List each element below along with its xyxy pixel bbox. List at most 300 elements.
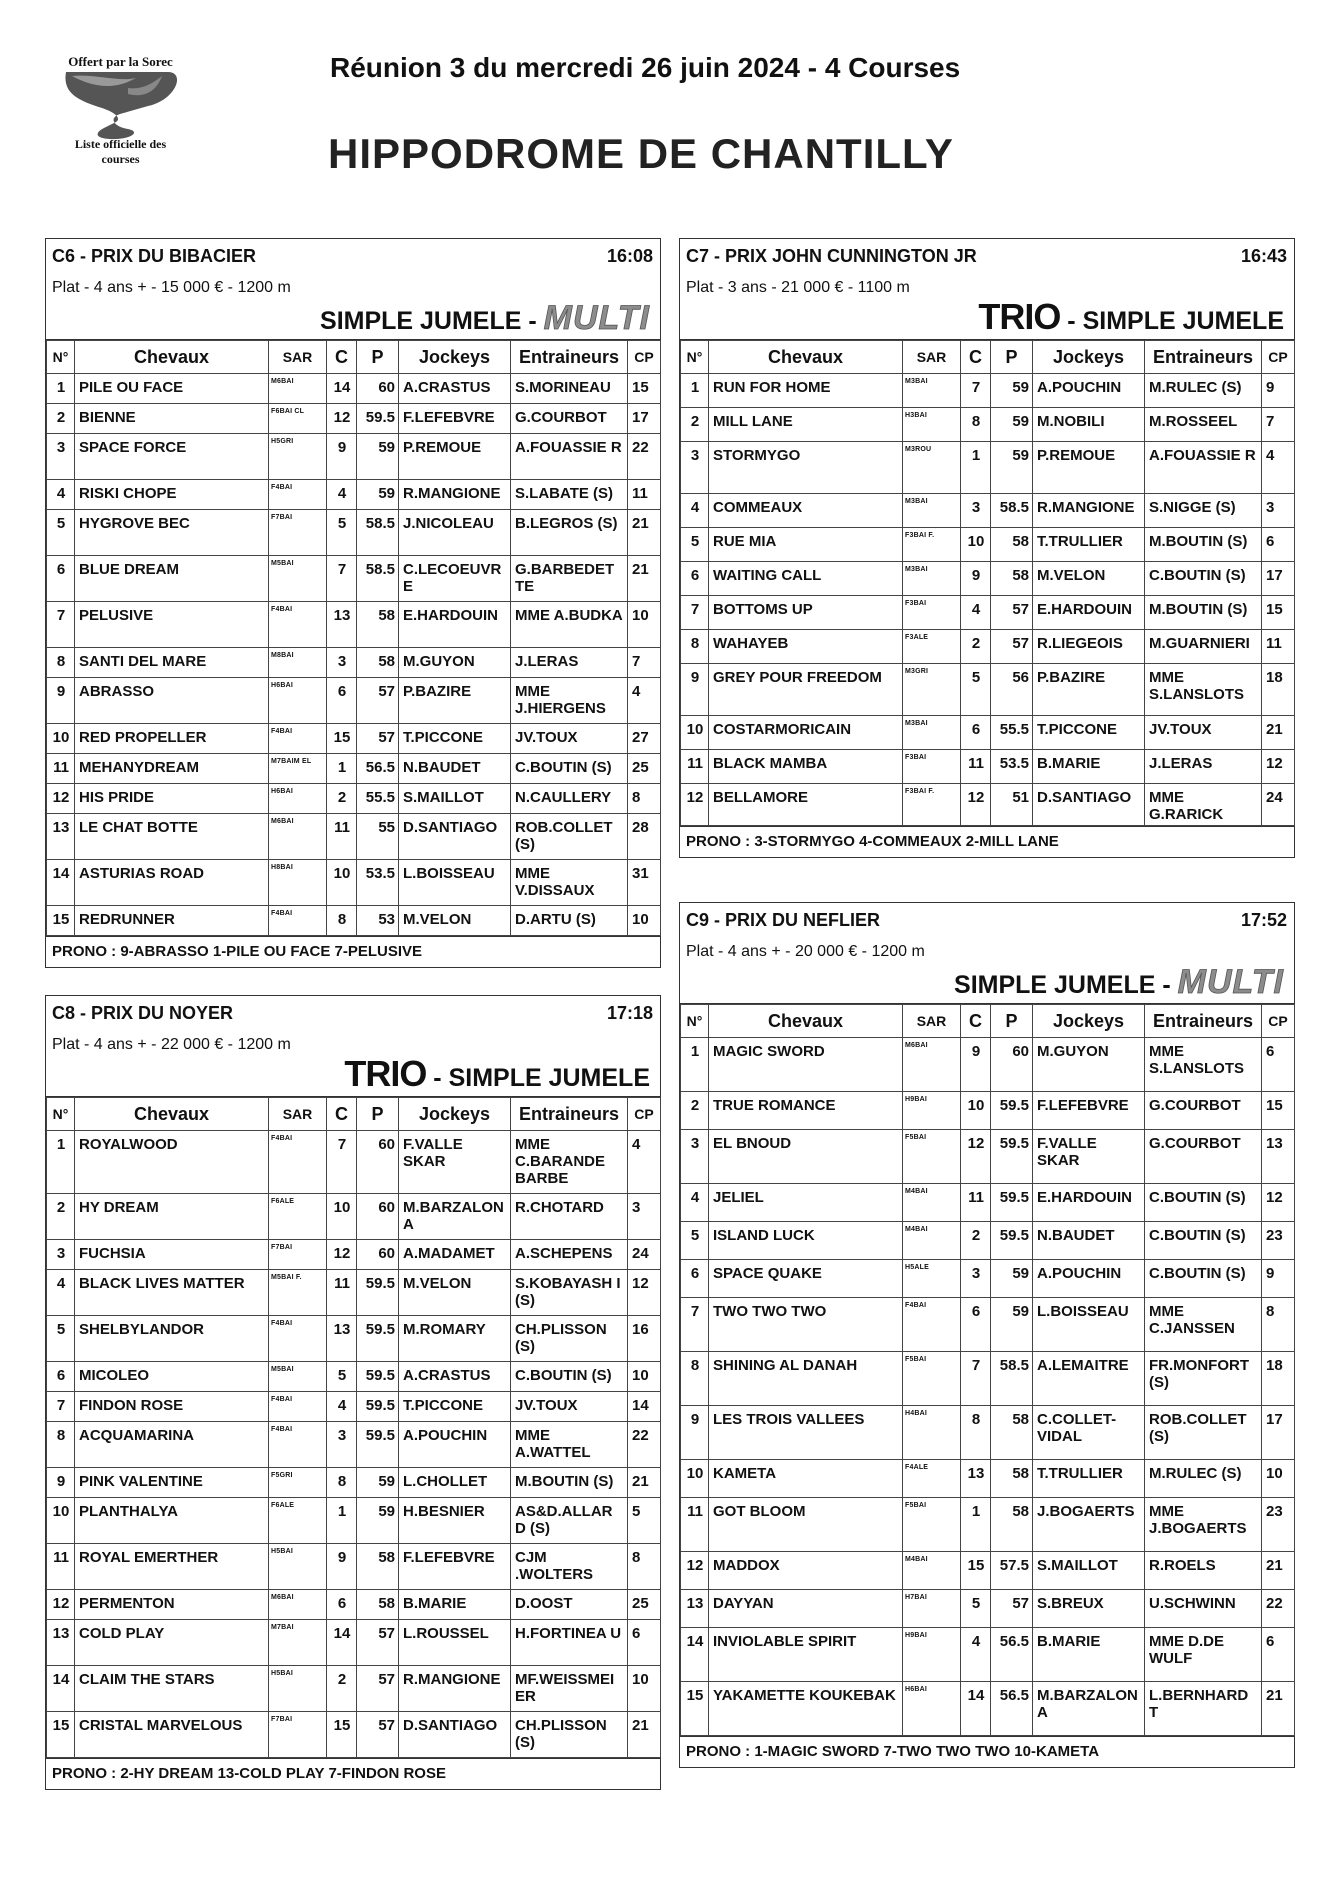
trainer: C.BOUTIN (S) [1145, 562, 1262, 596]
jockey: P.REMOUE [1033, 442, 1145, 494]
table-row [47, 602, 661, 648]
sar-code: H5ALE [903, 1260, 961, 1298]
odds-cp: 8 [1262, 1298, 1295, 1352]
odds-cp: 31 [628, 860, 661, 906]
jockey: P.BAZIRE [399, 678, 511, 724]
horse-name: RED PROPELLER [75, 724, 269, 754]
jockey: L.CHOLLET [399, 1468, 511, 1498]
table-row [47, 1498, 661, 1544]
horse-name: KAMETA [709, 1460, 903, 1498]
race-conditions: Plat - 4 ans + - 15 000 € - 1200 m [52, 279, 291, 296]
column-header-trainer: Entraineurs [511, 1098, 628, 1131]
table-row [47, 374, 661, 404]
sar-code: M6BAI [903, 1038, 961, 1092]
table-row [47, 1666, 661, 1712]
table-row [681, 1092, 1295, 1130]
stall: 3 [327, 1422, 357, 1468]
table-row [681, 1682, 1295, 1736]
sar-code: M6BAI [269, 374, 327, 404]
weight: 53.5 [357, 860, 399, 906]
table-row [47, 404, 661, 434]
trainer: S.MORINEAU [511, 374, 628, 404]
weight: 59.5 [357, 404, 399, 434]
logo-bottom-text: Liste officielle des courses [74, 137, 167, 166]
odds-cp: 10 [1262, 1460, 1295, 1498]
trainer: MME J.BOGAERTS [1145, 1498, 1262, 1552]
jockey: A.CRASTUS [399, 374, 511, 404]
odds-cp: 13 [1262, 1130, 1295, 1184]
table-row [681, 1406, 1295, 1460]
horse-name: LE CHAT BOTTE [75, 814, 269, 860]
horse-name: HIS PRIDE [75, 784, 269, 814]
weight: 53.5 [991, 750, 1033, 784]
horse-name: MEHANYDREAM [75, 754, 269, 784]
table-row [47, 510, 661, 556]
horse-name: RISKI CHOPE [75, 480, 269, 510]
odds-cp: 7 [1262, 408, 1295, 442]
trainer: MME G.RARICK [1145, 784, 1262, 826]
column-header-jockey: Jockeys [1033, 1005, 1145, 1038]
table-row [681, 1460, 1295, 1498]
column-header-trainer: Entraineurs [511, 341, 628, 374]
runner-number: 10 [681, 716, 709, 750]
jockey: B.MARIE [399, 1590, 511, 1620]
trainer: A.FOUASSIE R [1145, 442, 1262, 494]
sar-code: F5BAI [903, 1130, 961, 1184]
weight: 57 [991, 596, 1033, 630]
sar-code: F4BAI [269, 906, 327, 936]
horse-name: PERMENTON [75, 1590, 269, 1620]
stall: 9 [961, 1038, 991, 1092]
trainer: ROB.COLLET (S) [511, 814, 628, 860]
stall: 14 [327, 1620, 357, 1666]
column-header-sar: SAR [903, 1005, 961, 1038]
column-header-p: P [991, 341, 1033, 374]
stall: 5 [961, 1590, 991, 1628]
runner-number: 10 [47, 1498, 75, 1544]
stall: 14 [961, 1682, 991, 1736]
jockey: P.REMOUE [399, 434, 511, 480]
odds-cp: 9 [1262, 1260, 1295, 1298]
race-name: C8 - PRIX DU NOYER [52, 1003, 234, 1023]
horse-name: STORMYGO [709, 442, 903, 494]
trainer: A.FOUASSIE R [511, 434, 628, 480]
trainer: S.LABATE (S) [511, 480, 628, 510]
table-header-row [47, 341, 661, 374]
weight: 58 [991, 528, 1033, 562]
stall: 11 [327, 814, 357, 860]
table-header-row [47, 1098, 661, 1131]
race-time: 17:52 [1240, 910, 1287, 930]
weight: 55 [357, 814, 399, 860]
stall: 6 [327, 1590, 357, 1620]
sar-code: F5BAI [903, 1498, 961, 1552]
runners-table [46, 340, 661, 936]
weight: 59.5 [357, 1270, 399, 1316]
odds-cp: 6 [1262, 528, 1295, 562]
bet-trio: TRIO [978, 296, 1061, 337]
jockey: N.BAUDET [399, 754, 511, 784]
trainer: CH.PLISSON (S) [511, 1712, 628, 1758]
weight: 58 [991, 1460, 1033, 1498]
race-name: C7 - PRIX JOHN CUNNINGTON JR [686, 246, 977, 266]
trainer: M.GUARNIERI [1145, 630, 1262, 664]
odds-cp: 24 [1262, 784, 1295, 826]
table-row [681, 664, 1295, 716]
stall: 2 [327, 784, 357, 814]
sar-code: M7BAI [269, 1620, 327, 1666]
weight: 58 [357, 1590, 399, 1620]
trainer: M.BOUTIN (S) [511, 1468, 628, 1498]
trainer: R.ROELS [1145, 1552, 1262, 1590]
horse-name: SANTI DEL MARE [75, 648, 269, 678]
jockey: C.COLLET-VIDAL [1033, 1406, 1145, 1460]
trainer: G.BARBEDET TE [511, 556, 628, 602]
jockey: F.LEFEBVRE [399, 1544, 511, 1590]
odds-cp: 14 [628, 1392, 661, 1422]
sar-code: F4BAI [269, 480, 327, 510]
odds-cp: 15 [1262, 596, 1295, 630]
race-header [46, 239, 660, 340]
runner-number: 2 [681, 408, 709, 442]
jockey: T.PICCONE [399, 724, 511, 754]
horse-name: MICOLEO [75, 1362, 269, 1392]
odds-cp: 12 [628, 1270, 661, 1316]
horse-name: WAHAYEB [709, 630, 903, 664]
trainer: G.COURBOT [511, 404, 628, 434]
sar-code: M3GRI [903, 664, 961, 716]
jockey: R.MANGIONE [399, 1666, 511, 1712]
trainer: U.SCHWINN [1145, 1590, 1262, 1628]
stall: 12 [961, 1130, 991, 1184]
runner-number: 7 [47, 1392, 75, 1422]
jockey: T.PICCONE [399, 1392, 511, 1422]
runner-number: 3 [47, 434, 75, 480]
trainer: C.BOUTIN (S) [511, 1362, 628, 1392]
stall: 10 [327, 860, 357, 906]
odds-cp: 21 [628, 1468, 661, 1498]
trainer: C.BOUTIN (S) [1145, 1222, 1262, 1260]
column-header-num: N° [681, 1005, 709, 1038]
sar-code: H3BAI [903, 408, 961, 442]
odds-cp: 10 [628, 1362, 661, 1392]
weight: 55.5 [991, 716, 1033, 750]
odds-cp: 22 [1262, 1590, 1295, 1628]
stall: 2 [327, 1666, 357, 1712]
jockey: T.TRULLIER [1033, 528, 1145, 562]
jockey: A.MADAMET [399, 1240, 511, 1270]
table-row [681, 1352, 1295, 1406]
odds-cp: 17 [1262, 562, 1295, 596]
odds-cp: 24 [628, 1240, 661, 1270]
odds-cp: 10 [628, 906, 661, 936]
runner-number: 8 [47, 1422, 75, 1468]
jockey: A.POUCHIN [1033, 374, 1145, 408]
runner-number: 11 [47, 1544, 75, 1590]
runner-number: 10 [47, 724, 75, 754]
table-row [47, 480, 661, 510]
runner-number: 3 [47, 1240, 75, 1270]
sar-code: M7BAIM EL [269, 754, 327, 784]
trainer: MF.WEISSMEI ER [511, 1666, 628, 1712]
stall: 13 [327, 602, 357, 648]
column-header-cp: CP [1262, 1005, 1295, 1038]
sar-code: M3ROU [903, 442, 961, 494]
column-header-horse: Chevaux [75, 1098, 269, 1131]
runner-number: 5 [47, 510, 75, 556]
table-row [47, 1240, 661, 1270]
trainer: M.BOUTIN (S) [1145, 528, 1262, 562]
jockey: H.BESNIER [399, 1498, 511, 1544]
stall: 7 [327, 1131, 357, 1194]
runners-table [680, 1004, 1295, 1736]
runner-number: 9 [681, 1406, 709, 1460]
runner-number: 3 [681, 442, 709, 494]
runner-number: 13 [47, 814, 75, 860]
bet-simple-jumele: SIMPLE JUMELE - [954, 971, 1178, 999]
table-row [681, 750, 1295, 784]
race-time: 16:43 [1240, 246, 1287, 266]
bet-trio: TRIO [344, 1053, 427, 1094]
stall: 11 [961, 750, 991, 784]
bet-multi: MULTI [543, 299, 650, 337]
weight: 57 [991, 630, 1033, 664]
race-card-c6 [45, 238, 661, 968]
jockey: R.MANGIONE [399, 480, 511, 510]
odds-cp: 6 [1262, 1038, 1295, 1092]
stall: 12 [961, 784, 991, 826]
prono-line: PRONO : 9-ABRASSO 1-PILE OU FACE 7-PELUSIVE [46, 936, 660, 967]
jockey: M.GUYON [399, 648, 511, 678]
table-row [681, 596, 1295, 630]
weight: 59 [991, 408, 1033, 442]
jockey: D.SANTIAGO [399, 1712, 511, 1758]
trainer: J.LERAS [1145, 750, 1262, 784]
weight: 58.5 [357, 510, 399, 556]
trainer: A.SCHEPENS [511, 1240, 628, 1270]
sar-code: H7BAI [903, 1590, 961, 1628]
sar-code: M3BAI [903, 716, 961, 750]
runner-number: 14 [681, 1628, 709, 1682]
weight: 59 [991, 1260, 1033, 1298]
horse-name: CLAIM THE STARS [75, 1666, 269, 1712]
bet-types [320, 296, 650, 338]
weight: 58 [991, 1406, 1033, 1460]
runner-number: 4 [681, 494, 709, 528]
weight: 60 [991, 1038, 1033, 1092]
table-row [47, 1270, 661, 1316]
runner-number: 7 [47, 602, 75, 648]
runner-number: 5 [681, 1222, 709, 1260]
column-header-sar: SAR [269, 341, 327, 374]
runner-number: 9 [47, 678, 75, 724]
trainer: CJM .WOLTERS [511, 1544, 628, 1590]
table-row [47, 556, 661, 602]
weight: 58.5 [991, 494, 1033, 528]
sar-code: F3BAI F. [903, 528, 961, 562]
table-row [681, 1260, 1295, 1298]
stall: 13 [327, 1316, 357, 1362]
odds-cp: 21 [628, 556, 661, 602]
jockey: A.POUCHIN [1033, 1260, 1145, 1298]
horse-name: CRISTAL MARVELOUS [75, 1712, 269, 1758]
weight: 57 [357, 1712, 399, 1758]
stall: 5 [327, 510, 357, 556]
runner-number: 13 [681, 1590, 709, 1628]
table-row [47, 1590, 661, 1620]
column-header-sar: SAR [269, 1098, 327, 1131]
stall: 2 [961, 1222, 991, 1260]
meeting-title: Réunion 3 du mercredi 26 juin 2024 - 4 Courses [330, 52, 961, 83]
race-conditions: Plat - 4 ans + - 20 000 € - 1200 m [686, 943, 925, 960]
table-row [681, 784, 1295, 826]
weight: 59 [357, 434, 399, 480]
odds-cp: 27 [628, 724, 661, 754]
sar-code: F6ALE [269, 1194, 327, 1240]
stall: 10 [961, 1092, 991, 1130]
trainer: C.BOUTIN (S) [1145, 1184, 1262, 1222]
trainer: ROB.COLLET (S) [1145, 1406, 1262, 1460]
stall: 5 [961, 664, 991, 716]
table-row [47, 1316, 661, 1362]
weight: 57 [357, 1666, 399, 1712]
column-header-p: P [357, 1098, 399, 1131]
stall: 8 [327, 906, 357, 936]
runner-number: 6 [47, 1362, 75, 1392]
column-header-jockey: Jockeys [399, 1098, 511, 1131]
stall: 11 [961, 1184, 991, 1222]
horse-name: GREY POUR FREEDOM [709, 664, 903, 716]
stall: 1 [961, 442, 991, 494]
race-card-c9 [679, 902, 1295, 1768]
jockey: P.BAZIRE [1033, 664, 1145, 716]
stall: 7 [327, 556, 357, 602]
table-row [681, 716, 1295, 750]
stall: 4 [961, 1628, 991, 1682]
weight: 59.5 [357, 1362, 399, 1392]
odds-cp: 21 [1262, 716, 1295, 750]
jockey: T.PICCONE [1033, 716, 1145, 750]
weight: 60 [357, 1131, 399, 1194]
weight: 58.5 [991, 1352, 1033, 1406]
sar-code: F4BAI [269, 1422, 327, 1468]
trainer: N.CAULLERY [511, 784, 628, 814]
stall: 12 [327, 404, 357, 434]
trainer: M.ROSSEEL [1145, 408, 1262, 442]
weight: 59 [357, 480, 399, 510]
bet-simple-jumele: SIMPLE JUMELE - [320, 307, 544, 335]
race-header [46, 996, 660, 1097]
trainer: S.KOBAYASH I (S) [511, 1270, 628, 1316]
jockey: N.BAUDET [1033, 1222, 1145, 1260]
runner-number: 15 [47, 1712, 75, 1758]
weight: 56.5 [991, 1682, 1033, 1736]
stall: 7 [961, 374, 991, 408]
stall: 9 [327, 434, 357, 480]
stall: 10 [327, 1194, 357, 1240]
sar-code: M6BAI [269, 814, 327, 860]
runner-number: 2 [47, 404, 75, 434]
column-header-horse: Chevaux [75, 341, 269, 374]
odds-cp: 21 [628, 1712, 661, 1758]
horse-name: RUE MIA [709, 528, 903, 562]
jockey: M.ROMARY [399, 1316, 511, 1362]
horse-name: RUN FOR HOME [709, 374, 903, 408]
runner-number: 4 [681, 1184, 709, 1222]
sar-code: F4BAI [269, 1131, 327, 1194]
runner-number: 13 [47, 1620, 75, 1666]
table-row [681, 1498, 1295, 1552]
trainer: J.LERAS [511, 648, 628, 678]
weight: 58 [357, 1544, 399, 1590]
trainer: C.BOUTIN (S) [1145, 1260, 1262, 1298]
horse-name: BELLAMORE [709, 784, 903, 826]
jockey: E.HARDOUIN [1033, 1184, 1145, 1222]
odds-cp: 4 [628, 1131, 661, 1194]
weight: 57 [357, 724, 399, 754]
horse-name: COLD PLAY [75, 1620, 269, 1666]
table-header-row [681, 341, 1295, 374]
weight: 59.5 [991, 1222, 1033, 1260]
jockey: R.LIEGEOIS [1033, 630, 1145, 664]
stall: 15 [327, 1712, 357, 1758]
weight: 60 [357, 374, 399, 404]
sar-code: H5BAI [269, 1544, 327, 1590]
runner-number: 2 [47, 1194, 75, 1240]
stall: 3 [961, 1260, 991, 1298]
jockey: F.VALLE SKAR [399, 1131, 511, 1194]
horse-name: SPACE FORCE [75, 434, 269, 480]
stall: 8 [961, 408, 991, 442]
sar-code: M6BAI [269, 1590, 327, 1620]
horse-name: PINK VALENTINE [75, 1468, 269, 1498]
horse-name: WAITING CALL [709, 562, 903, 596]
horse-name: HY DREAM [75, 1194, 269, 1240]
odds-cp: 8 [628, 784, 661, 814]
horse-name: LES TROIS VALLEES [709, 1406, 903, 1460]
horse-name: MAGIC SWORD [709, 1038, 903, 1092]
stall: 1 [327, 1498, 357, 1544]
sar-code: H5GRI [269, 434, 327, 480]
sar-code: H9BAI [903, 1092, 961, 1130]
trainer: MME C.JANSSEN [1145, 1298, 1262, 1352]
column-header-trainer: Entraineurs [1145, 341, 1262, 374]
sar-code: M4BAI [903, 1552, 961, 1590]
bet-types [344, 1053, 650, 1095]
jockey: E.HARDOUIN [1033, 596, 1145, 630]
sar-code: F4BAI [903, 1298, 961, 1352]
runner-number: 12 [47, 1590, 75, 1620]
runner-number: 6 [681, 562, 709, 596]
odds-cp: 11 [628, 480, 661, 510]
horse-name: TWO TWO TWO [709, 1298, 903, 1352]
trainer: MME S.LANSLOTS [1145, 1038, 1262, 1092]
runner-number: 8 [681, 1352, 709, 1406]
horse-name: PELUSIVE [75, 602, 269, 648]
weight: 58 [991, 1498, 1033, 1552]
column-header-c: C [327, 1098, 357, 1131]
jockey: A.LEMAITRE [1033, 1352, 1145, 1406]
jockey: T.TRULLIER [1033, 1460, 1145, 1498]
odds-cp: 23 [1262, 1222, 1295, 1260]
trainer: H.FORTINEA U [511, 1620, 628, 1666]
runner-number: 2 [681, 1092, 709, 1130]
table-row [681, 494, 1295, 528]
stall: 15 [961, 1552, 991, 1590]
weight: 57 [357, 1620, 399, 1666]
sar-code: H8BAI [269, 860, 327, 906]
sar-code: H6BAI [269, 678, 327, 724]
